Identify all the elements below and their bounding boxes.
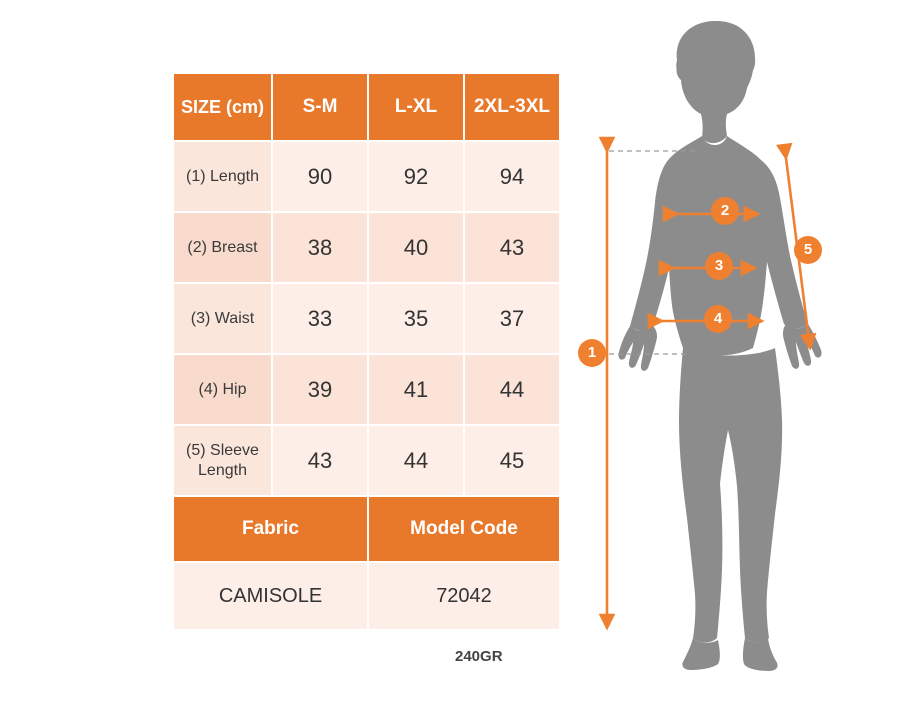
marker-5-badge: 5	[795, 237, 821, 263]
measurement-figure	[575, 18, 915, 678]
cell-sleeve-s-m: 43	[272, 425, 368, 496]
table-row	[173, 425, 560, 496]
cell-hip-s-m: 39	[272, 354, 368, 425]
marker-3-badge: 3	[706, 253, 732, 279]
footer-header-model-code: Model Code	[368, 496, 560, 562]
marker-2-badge: 2	[712, 198, 738, 224]
size-table	[172, 72, 561, 631]
cell-breast-s-m: 38	[272, 212, 368, 283]
row-label-breast: (2) Breast	[173, 212, 272, 283]
cell-hip-2xl-3xl: 44	[464, 354, 560, 425]
cell-sleeve-2xl-3xl: 45	[464, 425, 560, 496]
cell-length-s-m: 90	[272, 141, 368, 212]
row-label-hip: (4) Hip	[173, 354, 272, 425]
cell-waist-l-xl: 35	[368, 283, 464, 354]
footer-value-fabric: CAMISOLE	[173, 562, 368, 630]
table-footer-header-row	[173, 496, 560, 562]
silhouette-body	[618, 21, 821, 671]
row-label-waist: (3) Waist	[173, 283, 272, 354]
footer-header-fabric: Fabric	[173, 496, 368, 562]
footer-value-model-code: 72042	[368, 562, 560, 630]
cell-waist-2xl-3xl: 37	[464, 283, 560, 354]
cell-length-2xl-3xl: 94	[464, 141, 560, 212]
header-size-2xl-3xl: 2XL-3XL	[464, 73, 560, 141]
cell-sleeve-l-xl: 44	[368, 425, 464, 496]
table-row	[173, 354, 560, 425]
marker-4-badge: 4	[705, 306, 731, 332]
cell-length-l-xl: 92	[368, 141, 464, 212]
table-header-row	[173, 73, 560, 141]
table-row	[173, 141, 560, 212]
female-silhouette-icon	[575, 18, 915, 678]
table-row	[173, 283, 560, 354]
row-label-length: (1) Length	[173, 141, 272, 212]
row-label-sleeve-length: (5) Sleeve Length	[173, 425, 272, 496]
table-footer-value-row	[173, 562, 560, 630]
header-size-s-m: S-M	[272, 73, 368, 141]
header-size-unit: SIZE (cm)	[173, 73, 272, 141]
header-size-l-xl: L-XL	[368, 73, 464, 141]
cell-hip-l-xl: 41	[368, 354, 464, 425]
marker-1-badge: 1	[579, 340, 605, 366]
table-row	[173, 212, 560, 283]
cell-waist-s-m: 33	[272, 283, 368, 354]
cell-breast-l-xl: 40	[368, 212, 464, 283]
cell-breast-2xl-3xl: 43	[464, 212, 560, 283]
weight-note: 240GR	[455, 648, 503, 665]
